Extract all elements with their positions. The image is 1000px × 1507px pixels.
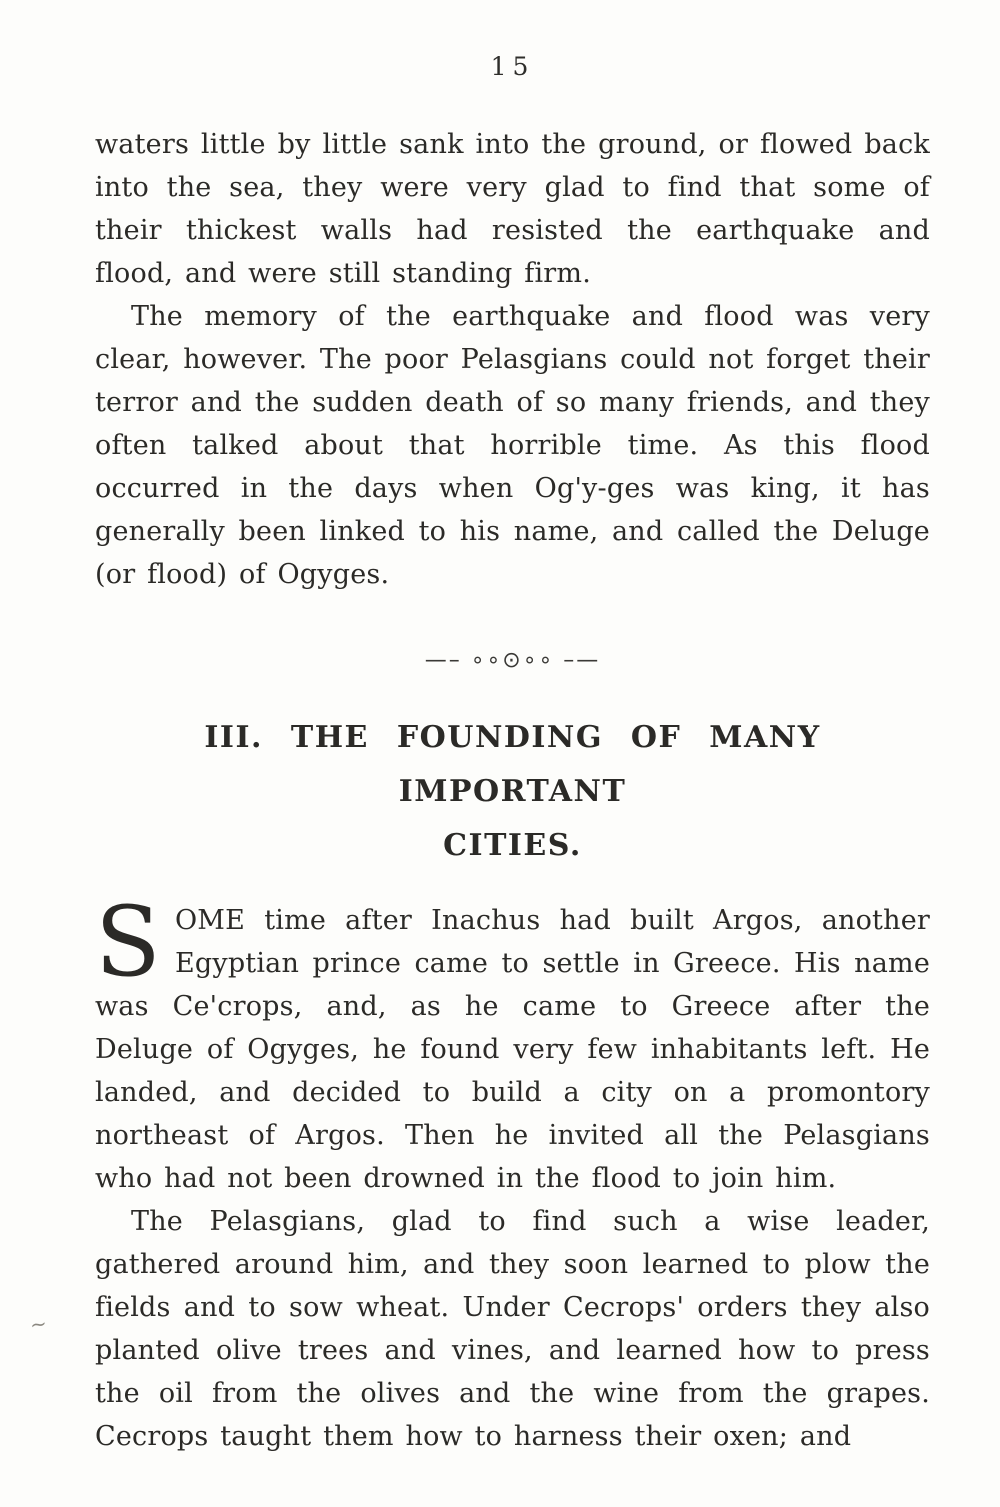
- chapter-paragraph-2: The Pelasgians, glad to find such a wise leader, gathered around him, and they soon learned to plow the fields and to sow wheat. Under Cecrops' orders they also planted olive trees and vines, and learned how to press the oil from the olives and the wine from the grapes. Cecrops taught them how to harness their oxen; and: [95, 1206, 930, 1452]
- chapter-paragraph-1: [95, 886, 930, 1200]
- page-number: 15: [490, 52, 535, 81]
- chapter-heading: [95, 711, 930, 873]
- body-paragraph-memory-of-flood: The memory of the earthquake and flood was very clear, however. The poor Pelasgians could not forget their terror and the sudden death of so many friends, and they often talked about that horrible time. As this flood occurred in the days when Og'y-ges was king, it has generally been linked to his name, and called the Deluge (or flood) of Ogyges.: [95, 301, 930, 590]
- chapter-paragraph-1-text: OME time after Inachus had built Argos, another Egyptian prince came to settle in Greece. His name was Ce'crops, and, as he came to Greece after the Deluge of Ogyges, he found very few inhabitants left. He landed, and decided to build a city on a promontory northeast of Argos. Then he invited all the Pelasgians who had not been drowned in the flood to join him.: [95, 905, 930, 1194]
- body-paragraph-continuation: waters little by little sank into the ground, or flowed back into the sea, they were very glad to find that some of their thickest walls had resisted the earthquake and flood, and were still standing firm.: [95, 129, 930, 289]
- chapter-heading-line-1: III. THE FOUNDING OF MANY IMPORTANT: [204, 720, 821, 809]
- section-divider-ornament: —– ∘∘⊙∘∘ –—: [424, 648, 601, 673]
- drop-cap-letter: S: [95, 886, 161, 998]
- margin-artifact-mark: ~: [28, 1310, 49, 1338]
- chapter-heading-line-2: CITIES.: [443, 828, 582, 863]
